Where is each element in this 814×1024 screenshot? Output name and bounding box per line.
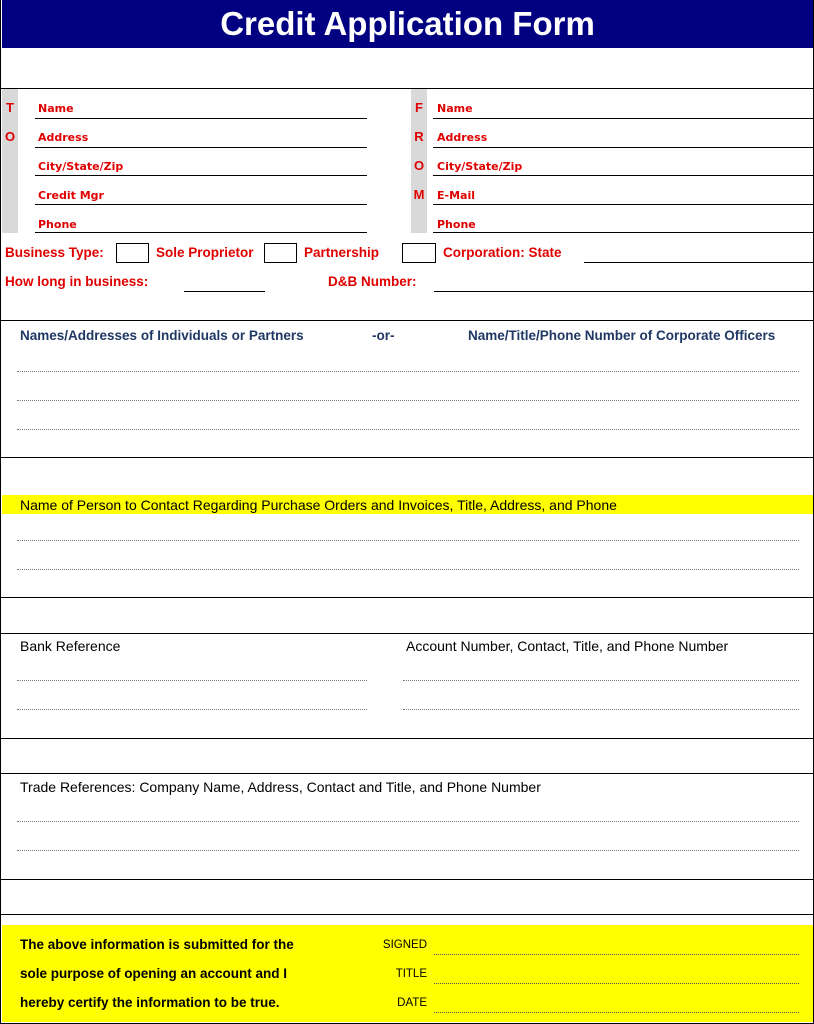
from-city-label: City/State/Zip <box>437 160 523 173</box>
from-address-field[interactable] <box>433 147 813 148</box>
divider <box>1 738 813 739</box>
from-phone-field[interactable] <box>433 232 813 233</box>
from-address-label: Address <box>437 131 488 144</box>
to-address-label: Address <box>38 131 89 144</box>
to-phone-label: Phone <box>38 218 77 231</box>
bank-account-line-1[interactable] <box>403 680 799 681</box>
bank-reference-line-2[interactable] <box>17 709 367 710</box>
date-field[interactable] <box>434 1012 799 1013</box>
partnership-label: Partnership <box>304 245 380 260</box>
divider <box>1 597 813 598</box>
to-credit-mgr-label: Credit Mgr <box>38 189 104 202</box>
corporation-checkbox[interactable] <box>402 243 436 263</box>
corporation-state-label: Corporation: State <box>443 245 562 260</box>
to-letter-o: O <box>4 129 16 144</box>
from-letter-r: R <box>414 129 424 144</box>
divider <box>1 457 813 458</box>
from-phone-label: Phone <box>437 218 476 231</box>
divider <box>1 88 813 89</box>
divider <box>1 320 813 321</box>
to-name-field[interactable] <box>35 118 367 119</box>
from-letter-o: O <box>413 158 425 173</box>
sole-proprietor-label: Sole Proprietor <box>156 245 254 260</box>
divider <box>1 773 813 774</box>
from-letter-m: M <box>413 187 425 202</box>
how-long-label: How long in business: <box>5 274 149 289</box>
from-email-label: E-Mail <box>437 189 475 202</box>
divider <box>1 633 813 634</box>
divider <box>1 879 813 880</box>
how-long-field[interactable] <box>184 291 265 292</box>
dnb-number-label: D&B Number: <box>328 274 417 289</box>
divider <box>1 914 813 915</box>
form-title: Credit Application Form <box>2 0 813 48</box>
to-phone-field[interactable] <box>35 232 367 233</box>
partners-heading: Names/Addresses of Individuals or Partners <box>20 328 304 343</box>
date-label: DATE <box>397 997 427 1009</box>
bank-reference-label: Bank Reference <box>20 638 121 654</box>
officers-heading: Name/Title/Phone Number of Corporate Officers <box>468 328 776 343</box>
title-field[interactable] <box>434 983 799 984</box>
certification-line-1: The above information is submitted for the <box>20 937 294 952</box>
dnb-number-field[interactable] <box>434 291 813 292</box>
to-credit-mgr-field[interactable] <box>35 204 367 205</box>
sole-proprietor-checkbox[interactable] <box>116 243 149 263</box>
signed-label: SIGNED <box>382 939 427 951</box>
bank-account-line-2[interactable] <box>403 709 799 710</box>
to-city-field[interactable] <box>35 175 367 176</box>
partners-line-2[interactable] <box>17 400 799 401</box>
from-city-field[interactable] <box>433 175 813 176</box>
trade-line-1[interactable] <box>17 821 799 822</box>
from-letter-f: F <box>415 100 423 115</box>
contact-person-label: Name of Person to Contact Regarding Purchase Orders and Invoices, Title, Address, and Phone <box>20 497 617 513</box>
from-name-field[interactable] <box>433 118 813 119</box>
from-name-label: Name <box>437 102 473 115</box>
to-city-label: City/State/Zip <box>38 160 124 173</box>
bank-reference-line-1[interactable] <box>17 680 367 681</box>
title-label: TITLE <box>395 968 427 980</box>
contact-line-2[interactable] <box>17 569 799 570</box>
partners-line-3[interactable] <box>17 429 799 430</box>
partnership-checkbox[interactable] <box>264 243 297 263</box>
or-separator: -or- <box>372 328 395 343</box>
to-address-field[interactable] <box>35 147 367 148</box>
partners-line-1[interactable] <box>17 371 799 372</box>
bank-account-label: Account Number, Contact, Title, and Phone Number <box>406 638 729 654</box>
business-type-label: Business Type: <box>5 245 104 260</box>
certification-line-2: sole purpose of opening an account and I <box>20 966 288 981</box>
from-email-field[interactable] <box>433 204 813 205</box>
corporation-state-field[interactable] <box>584 262 813 263</box>
signed-field[interactable] <box>434 954 799 955</box>
trade-line-2[interactable] <box>17 850 799 851</box>
trade-references-label: Trade References: Company Name, Address, Contact and Title, and Phone Number <box>20 779 541 795</box>
certification-line-3: hereby certify the information to be true. <box>20 995 280 1010</box>
to-letter-t: T <box>6 100 14 115</box>
to-name-label: Name <box>38 102 74 115</box>
contact-line-1[interactable] <box>17 540 799 541</box>
